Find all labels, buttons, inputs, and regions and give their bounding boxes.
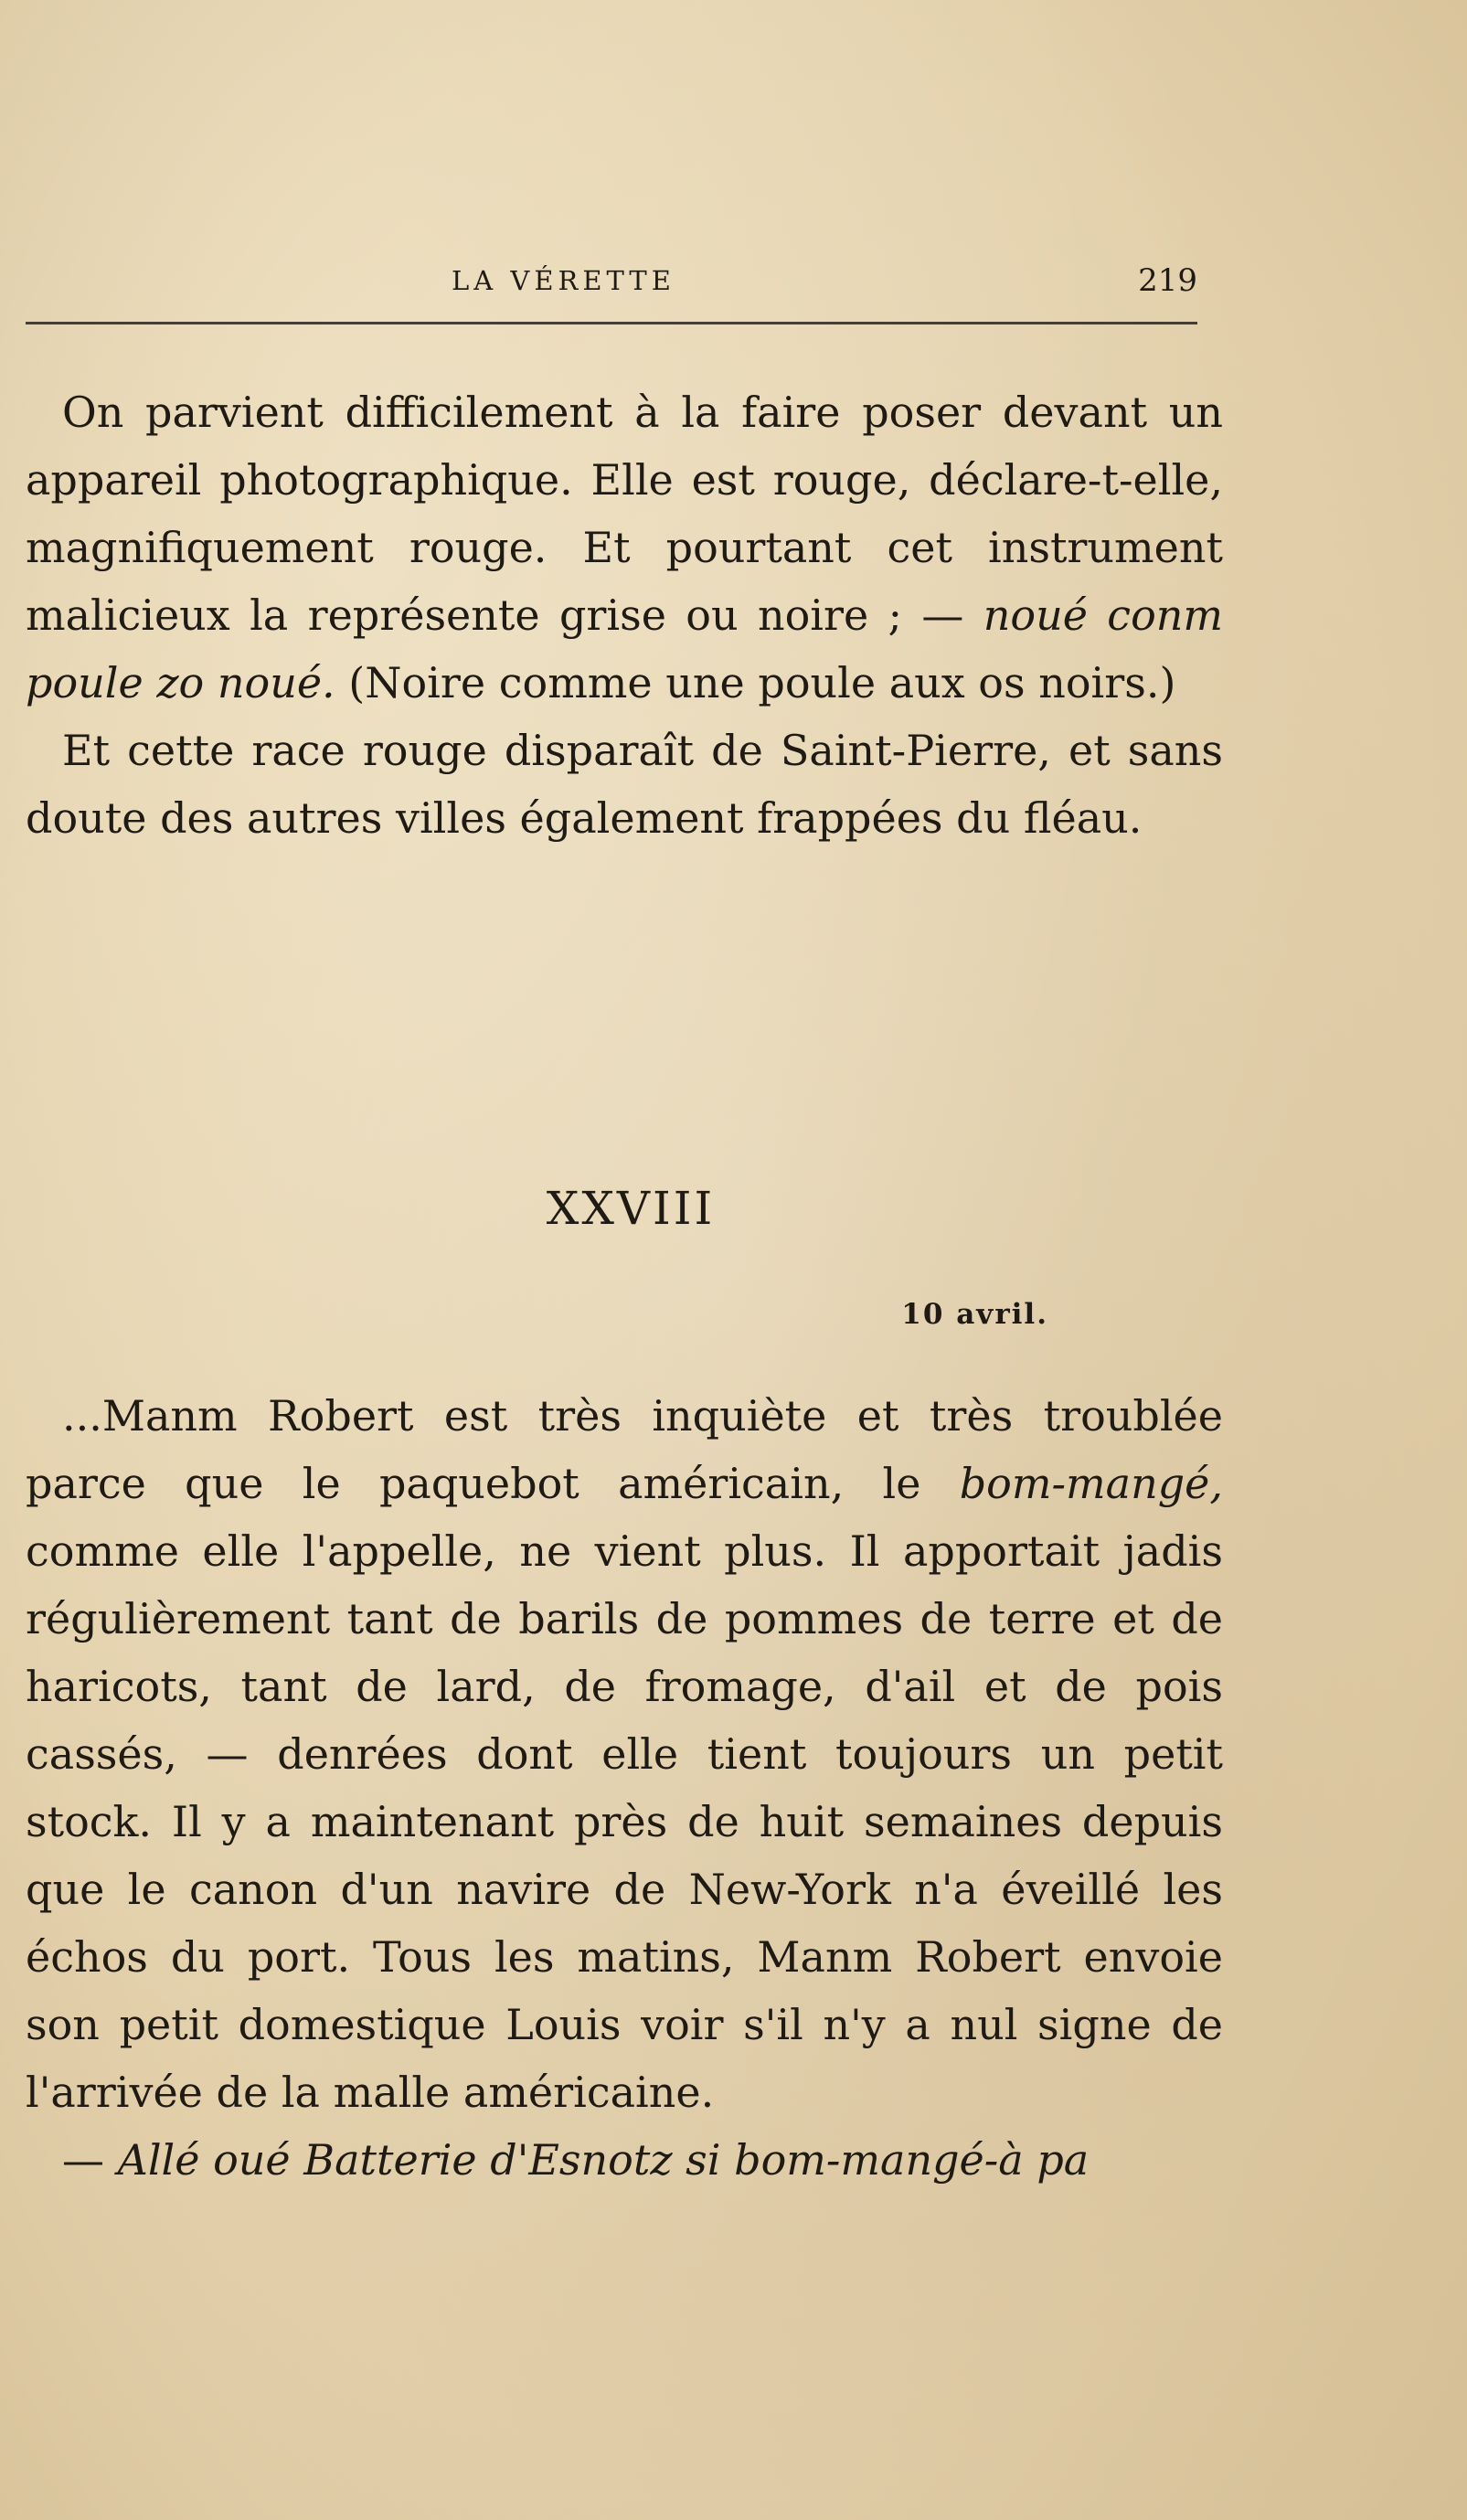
paragraph-text: On parvient difficilement à la faire poser devant un appareil photographique. Elle est rouge, déclare-t-elle, magnifiquement rouge. Et pourtant cet instrument malicieux la représente grise ou noire ; —: [26, 388, 1223, 640]
paragraph-text: Et cette race rouge disparaît de Saint-Pierre, et sans doute des autres villes également frappées du fléau.: [26, 726, 1223, 843]
paragraph-manm-robert: [26, 1382, 1223, 2126]
page-number: 219: [1138, 262, 1197, 299]
header-rule: [26, 322, 1197, 324]
text-block-bottom: [26, 1382, 1223, 2194]
running-header: [26, 258, 1197, 303]
paragraph-text: ...Manm Robert est très inquiète et très troublée parce que le paquebot américain, le: [26, 1391, 1223, 1508]
paragraph-creole-dialogue: [26, 2126, 1223, 2194]
paragraph-photograph: [26, 378, 1223, 717]
paragraph-red-race: [26, 717, 1223, 852]
creole-dialogue: Allé oué Batterie d'Esnotz si bom-mangé-à pa: [117, 2135, 1090, 2185]
ship-nickname: bom-mangé,: [959, 1459, 1223, 1508]
chapter-number: XXVIII: [546, 1182, 716, 1235]
running-title: LA VÉRETTE: [452, 265, 675, 296]
paragraph-text: —: [62, 2135, 118, 2185]
paragraph-text: (Noire comme une poule aux os noirs.): [335, 658, 1176, 707]
creole-quote: noué conm poule zo noué.: [26, 590, 1224, 707]
paragraph-text: comme elle l'appelle, ne vient plus. Il apportait jadis régulièrement tant de barils de pommes de terre et de haricots, tant de lard, de fromage, d'ail et de pois cassés, — denrées dont elle tient toujours un petit stock. Il y a maintenant près de huit semaines depuis que le canon d'un navire de New-York n'a éveillé les échos du port. Tous les matins, Manm Robert envoie son petit domestique Louis voir s'il n'y a nul signe de l'arrivée de la malle américaine.: [26, 1526, 1223, 2117]
text-block-top: [26, 378, 1223, 852]
chapter-date: 10 avril.: [901, 1298, 1048, 1331]
